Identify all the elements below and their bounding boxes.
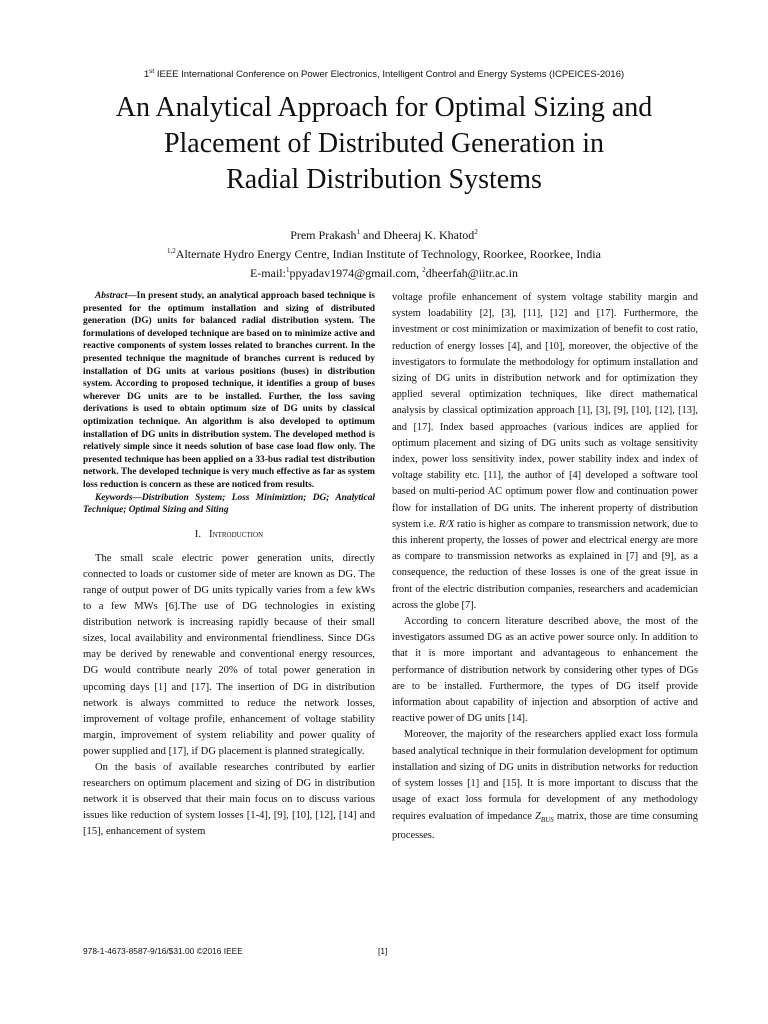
zbus-symbol: Z bbox=[535, 810, 541, 822]
paper-title bbox=[40, 90, 728, 198]
email-1-sup: 1 bbox=[285, 266, 290, 274]
author-block bbox=[0, 224, 768, 281]
affiliation bbox=[0, 243, 768, 262]
author-2: and Dheeraj K. Khatod bbox=[360, 228, 475, 242]
conference-name: IEEE International Conference on Power Electronics, Intelligent Control and Energy Systems (ICPEICES-2016) bbox=[154, 69, 625, 81]
right-paragraph-3-b: matrix, those are time consuming processes. bbox=[392, 810, 698, 841]
rx-ratio: R/X bbox=[438, 518, 455, 530]
right-paragraph-1-a: voltage profile enhancement of system voltage stability margin and system loadability [2], [3], [11], [12] and [17]. Furthermore, the investment or cost minimization or maximization of benefit to cost ratio, reduction of energy losses [4], and [10], moreover, the objective of the investigators to formulate the methodology for optimum installation and sizing of DG units in distribution network and for optimization they applied several optimization techniques, like direct mathematical analysis by classical optimization approach [1], [3], [9], [10], [12], [13], and [17]. Index based approaches (various indices are applied for optimum placement and sizing of DG units such as voltage sensitivity index, power loss sensitivity index, power stability index and index of voltage stability etc. [11], the author of [4] developed a software tool based on multi-period AC optimum power flow and continuation power flow for installation of DG units. The inherent property of distribution system i.e. bbox=[392, 292, 698, 530]
abstract bbox=[83, 290, 375, 492]
right-paragraph-1 bbox=[392, 290, 698, 614]
zbus-subscript: BUS bbox=[540, 815, 554, 824]
intro-paragraph-1: The small scale electric power generation units, directly connected to loads or customer side of meter are known as DG. The range of output power of DG units typically varies from a few kWs to a few MWs [6].The use of DG technologies in existing distribution network is increasing rapidly because of their small sizes, local availability and environmental friendliness. Since DGs may be derived by renewable and conventional energy resources, DG would contribute nearly 20% of total power generation in upcoming days [1] and [17]. The insertion of DG in distribution network is always committed to reduce the network losses, improvement of voltage profile, enhancement of voltage stability margin, improvement of system reliability and power quality of power supplied and [17], if DG placement is planned strategically. bbox=[83, 552, 375, 757]
title-line-1: An Analytical Approach for Optimal Sizing and bbox=[115, 92, 653, 123]
affiliation-text: Alternate Hydro Energy Centre, Indian Institute of Technology, Roorkee, Roorkee, India bbox=[175, 247, 601, 261]
section-number: I. bbox=[194, 528, 202, 540]
title-line-3: Radial Distribution Systems bbox=[226, 164, 542, 195]
footer-isbn: 978-1-4673-8587-9/16/$31.00 ©2016 IEEE bbox=[83, 946, 243, 956]
conference-ordinal: 1 bbox=[143, 69, 150, 81]
email-prefix: E-mail: bbox=[249, 266, 286, 280]
footer-page-number: [1] bbox=[378, 946, 388, 956]
right-paragraph-3-a: Moreover, the majority of the researchers applied exact loss formula based analytical technique in their formulation development for optimum installation and sizing of DG units in distribution networks for reduction of system losses [1] and [15]. It is more important to discuss that the usage of exact loss formula for development of any methodology requires evaluation of impedance bbox=[392, 729, 698, 822]
abstract-label: Abstract bbox=[95, 291, 128, 301]
author-2-sup: 2 bbox=[474, 228, 478, 236]
emails bbox=[0, 262, 768, 281]
email-1: ppyadav1974@gmail.com, bbox=[289, 266, 423, 280]
left-column bbox=[83, 290, 375, 840]
intro-paragraph-2: On the basis of available researches contributed by earlier researchers on optimum placement and sizing of DG in distribution network it is observed that their main focus on to discuss various issues like reduction of system losses [1-4], [9], [10], [12], [14] and [15], enhancement of system bbox=[83, 762, 375, 838]
right-paragraph-1-b: ratio is higher as compare to transmission network, due to this inherent property, the losses of power and electrical energy are more as compare to transmission networks as explained in [7] and [9], as a consequence, the reduction of these losses is one of the great issue in front of the electric distribution companies, researchers and academician across the globe [7]. bbox=[392, 518, 698, 611]
author-names bbox=[0, 224, 768, 243]
conference-header bbox=[0, 68, 768, 80]
title-line-2: Placement of Distributed Generation in bbox=[163, 128, 605, 159]
conference-ordinal-suffix: st bbox=[149, 68, 155, 75]
author-1-sup: 1 bbox=[356, 228, 361, 236]
email-2: dheerfah@iitr.ac.in bbox=[425, 266, 519, 280]
email-2-sup: 2 bbox=[422, 266, 426, 274]
keywords: Keywords—Distribution System; Loss Minimiztion; DG; Analytical Technique; Optimal Sizing and Siting bbox=[83, 492, 375, 516]
right-column bbox=[392, 290, 698, 844]
right-paragraph-3 bbox=[392, 727, 698, 844]
section-title: Introduction bbox=[209, 528, 264, 540]
abstract-text: —In present study, an analytical approach based technique is presented for the optimum installation and sizing of distributed generation (DG) units for balanced radial distribution system. The formulations of developed technique are based on to minimize active and reactive components of system losses related to branches current. In the presented technique the magnitude of branches current is reduced by installation of DG units at various positions (buses) in distribution system. According to proposed technique, it identifies a group of buses wherever DG units are to be installed. Further, the loss saving derivations is used to obtain optimum size of DG units by classical optimization technique. An algorithm is also developed to optimum installation of DG units in distribution system. The developed method is relatively simple since it needs solution of base case load flow only. The presented technique has been applied on a 33-bus radial test distribution network. The developed technique is very much effective as far as system loss reduction is concern as these are noticed from results. bbox=[83, 291, 375, 490]
section-heading bbox=[83, 527, 375, 543]
author-1: Prem Prakash bbox=[290, 228, 357, 242]
affiliation-sup: 1,2 bbox=[167, 247, 176, 255]
right-paragraph-2: According to concern literature described above, the most of the investigators assumed DG as an active power source only. In addition to that it is more important and advantageous to enhancement the performance of distribution network by considering other types of DGs are to be installed. Furthermore, the types of DG itself provide information about capability of injection and absorption of active and reactive power of DG units [14]. bbox=[392, 616, 698, 725]
